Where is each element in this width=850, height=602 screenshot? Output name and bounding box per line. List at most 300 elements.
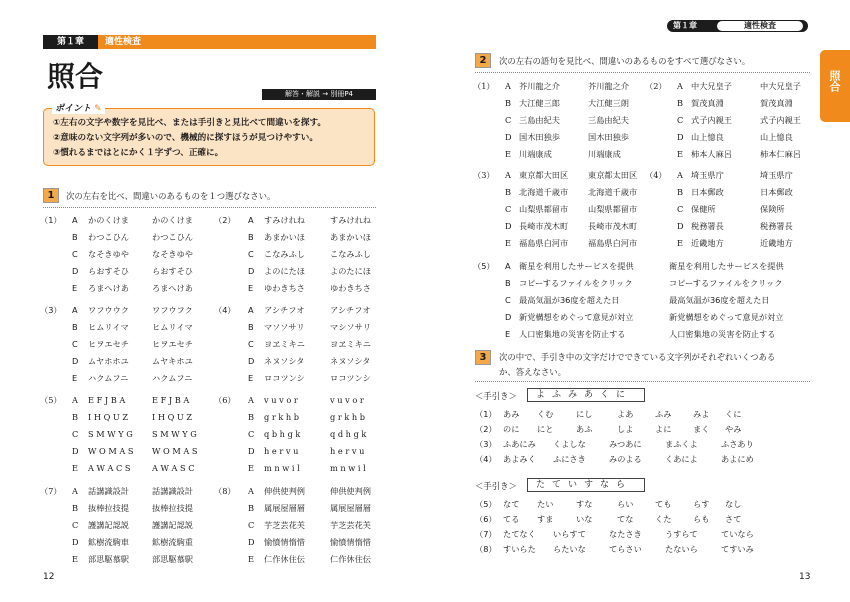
right-string: 芥川龍之介 bbox=[588, 81, 629, 91]
right-string: 川端康成 bbox=[588, 149, 621, 159]
page-number: 13 bbox=[799, 572, 811, 582]
option-letter: E bbox=[505, 329, 511, 339]
right-string: なそきゆや bbox=[152, 249, 193, 259]
left-string: なそきゆや bbox=[88, 249, 129, 259]
option-letter: D bbox=[505, 221, 512, 231]
right-string: I H Q U Z bbox=[152, 412, 193, 422]
chapter-number: 第１章 bbox=[673, 21, 697, 30]
candidate-string: まふくよ bbox=[665, 439, 698, 449]
candidate-string: すな bbox=[576, 499, 593, 509]
left-string: 中大兄皇子 bbox=[691, 81, 732, 91]
candidate-string: たてなく bbox=[503, 529, 536, 539]
point-line: ②意味のない文字列が多いので、機械的に探すほうが見つけやすい。 bbox=[53, 133, 318, 143]
option-letter: C bbox=[505, 115, 512, 125]
left-string: q b h g k bbox=[264, 429, 301, 439]
right-page bbox=[425, 0, 850, 602]
right-string: 人口密集地の災害を防止する bbox=[669, 329, 776, 339]
tebiki-box: よふみあくに bbox=[527, 388, 645, 402]
option-letter: E bbox=[72, 463, 78, 473]
candidate-string: たないら bbox=[665, 544, 698, 554]
item-row bbox=[0, 461, 425, 475]
page-title: 照合 bbox=[47, 60, 104, 93]
right-string: らおすそひ bbox=[152, 266, 193, 276]
option-letter: C bbox=[72, 339, 78, 349]
right-string: 山梨県都留市 bbox=[588, 204, 638, 214]
option-letter: C bbox=[72, 249, 78, 259]
item-row bbox=[425, 310, 850, 324]
right-string: 部思駆慕駅 bbox=[152, 554, 193, 564]
item-row bbox=[425, 327, 850, 341]
right-string: すみけれね bbox=[330, 215, 371, 225]
left-string: 柿本人麻呂 bbox=[691, 149, 732, 159]
item-row bbox=[425, 202, 850, 216]
group-number: （2） bbox=[214, 215, 236, 225]
item-row bbox=[0, 281, 425, 295]
item-row bbox=[425, 236, 850, 250]
right-string: マシソサリ bbox=[330, 322, 371, 332]
right-string: 護講記認説 bbox=[152, 520, 193, 530]
left-string: ヒムリイマ bbox=[88, 322, 129, 332]
candidate-string: ふみ bbox=[655, 409, 672, 419]
question-text: 次の中で、手引き中の文字だけでできている文字列がそれぞれいくつある bbox=[499, 352, 776, 362]
candidate-string: てすいみ bbox=[721, 544, 754, 554]
candidate-string: ふあにみ bbox=[503, 439, 536, 449]
right-string: 山上憶良 bbox=[760, 132, 793, 142]
left-string: 三島由紀夫 bbox=[519, 115, 560, 125]
right-string: ゆわきちさ bbox=[330, 283, 371, 293]
group-number: （1） bbox=[473, 81, 495, 91]
candidate-string: しよ bbox=[617, 424, 634, 434]
left-string: 部思駆慕駅 bbox=[88, 554, 129, 564]
right-string: S M W Y G bbox=[152, 429, 197, 439]
option-letter: A bbox=[72, 486, 78, 496]
right-string: ろまへけあ bbox=[152, 283, 193, 293]
left-string: A W A C S bbox=[88, 463, 131, 473]
point-line: ③慣れるまではとにかく１字ずつ、正確に。 bbox=[53, 148, 224, 158]
item-row bbox=[425, 452, 850, 466]
left-string: g r k h b bbox=[264, 412, 300, 422]
option-letter: D bbox=[505, 132, 512, 142]
candidate-string: ふさあり bbox=[721, 439, 754, 449]
question-number: 1 bbox=[43, 188, 59, 203]
option-letter: A bbox=[248, 486, 254, 496]
left-string: 北海道千歳市 bbox=[519, 187, 569, 197]
option-letter: E bbox=[72, 554, 78, 564]
candidate-string: いな bbox=[576, 514, 593, 524]
question-text: か、答えなさい。 bbox=[499, 367, 566, 377]
left-string: ネヌソシタ bbox=[264, 356, 305, 366]
question-number: 2 bbox=[475, 53, 491, 68]
item-row bbox=[0, 320, 425, 334]
chapter-number: 第１章 bbox=[43, 35, 98, 49]
left-string: ワフウウク bbox=[88, 305, 129, 315]
right-string: ハクムフニ bbox=[152, 373, 193, 383]
left-string: ムヤホホユ bbox=[88, 356, 129, 366]
right-string: 式子内親王 bbox=[760, 115, 801, 125]
option-letter: C bbox=[72, 520, 79, 530]
row-number: （5） bbox=[475, 499, 497, 509]
right-string: 日本郵政 bbox=[760, 187, 793, 197]
candidate-string: くた bbox=[655, 514, 672, 524]
right-string: m n w i l bbox=[330, 463, 366, 473]
item-row bbox=[0, 371, 425, 385]
item-row bbox=[425, 147, 850, 161]
row-number: （8） bbox=[475, 544, 497, 554]
option-letter: A bbox=[677, 170, 683, 180]
divider bbox=[43, 207, 376, 208]
right-string: コピーするファイルをクリック bbox=[669, 278, 783, 288]
left-string: 芥川龍之介 bbox=[519, 81, 560, 91]
left-string: 人口密集地の災害を防止する bbox=[519, 329, 626, 339]
candidate-string: てな bbox=[617, 514, 634, 524]
option-letter: C bbox=[248, 249, 254, 259]
right-string: 福島県白河市 bbox=[588, 238, 638, 248]
candidate-string: てらさい bbox=[609, 544, 642, 554]
right-string: 抜棒拉技提 bbox=[152, 503, 193, 513]
group-number: （2） bbox=[645, 81, 667, 91]
left-string: 国木田独歩 bbox=[519, 132, 560, 142]
candidate-string: すいらた bbox=[503, 544, 536, 554]
option-letter: B bbox=[505, 278, 511, 288]
option-letter: E bbox=[248, 373, 254, 383]
item-row bbox=[425, 168, 850, 182]
option-letter: B bbox=[248, 322, 254, 332]
option-letter: A bbox=[248, 395, 254, 405]
item-row bbox=[0, 264, 425, 278]
left-string: あまかいほ bbox=[264, 232, 305, 242]
chapter-name: 適性検査 bbox=[717, 21, 803, 31]
group-number: （5） bbox=[40, 395, 62, 405]
row-number: （4） bbox=[475, 454, 497, 464]
left-string: S M W Y G bbox=[88, 429, 133, 439]
left-string: 埼玉県庁 bbox=[691, 170, 724, 180]
option-letter: C bbox=[248, 520, 255, 530]
right-string: 近畿地方 bbox=[760, 238, 793, 248]
point-line: ①左右の文字や数字を見比べ、または手引きと見比べて間違いを探す。 bbox=[53, 118, 326, 128]
left-string: 福島県白河市 bbox=[519, 238, 569, 248]
left-string: 山梨県都留市 bbox=[519, 204, 569, 214]
item-row bbox=[0, 518, 425, 532]
option-letter: B bbox=[248, 232, 254, 242]
side-tab-label: 照合 bbox=[828, 70, 841, 92]
right-string: 属展屋層層 bbox=[330, 503, 371, 513]
left-string: 大江健三郎 bbox=[519, 98, 560, 108]
left-string: 衛星を利用したサービスを提供 bbox=[519, 261, 634, 271]
pencil-icon: ✎ bbox=[94, 104, 102, 114]
item-row bbox=[425, 276, 850, 290]
option-letter: B bbox=[72, 503, 79, 513]
option-letter: C bbox=[248, 339, 254, 349]
option-letter: D bbox=[505, 312, 512, 322]
item-row bbox=[425, 437, 850, 451]
item-row bbox=[425, 497, 850, 511]
item-row bbox=[425, 219, 850, 233]
right-string: 仁作休住伝 bbox=[330, 554, 371, 564]
option-letter: B bbox=[72, 232, 78, 242]
item-row bbox=[425, 259, 850, 273]
item-row bbox=[0, 552, 425, 566]
left-string: かのくけま bbox=[88, 215, 129, 225]
left-string: 護講記認説 bbox=[88, 520, 129, 530]
right-string: 話講識設計 bbox=[152, 486, 193, 496]
option-letter: E bbox=[248, 283, 254, 293]
chapter-bar bbox=[43, 35, 376, 49]
item-row bbox=[0, 427, 425, 441]
question-text: 次の左右の語句を見比べ、間違いのあるものをすべて選びなさい。 bbox=[499, 56, 751, 66]
option-letter: D bbox=[248, 446, 255, 456]
option-letter: A bbox=[248, 305, 254, 315]
option-letter: C bbox=[505, 295, 511, 305]
left-string: マソソサリ bbox=[264, 322, 305, 332]
tebiki-box: たていすなら bbox=[527, 478, 645, 492]
candidate-string: ても bbox=[655, 499, 672, 509]
option-letter: B bbox=[677, 187, 684, 197]
chapter-name: 適性検査 bbox=[105, 37, 142, 47]
item-row bbox=[0, 501, 425, 515]
left-string: m n w i l bbox=[264, 463, 300, 473]
candidate-string: よあ bbox=[617, 409, 634, 419]
item-row bbox=[0, 444, 425, 458]
option-letter: E bbox=[677, 238, 683, 248]
candidate-string: みよ bbox=[693, 409, 710, 419]
item-row bbox=[0, 484, 425, 498]
left-string: h e r v u bbox=[264, 446, 299, 456]
item-row bbox=[0, 535, 425, 549]
row-number: （2） bbox=[475, 424, 497, 434]
left-string: 仁作休住伝 bbox=[264, 554, 305, 564]
row-number: （7） bbox=[475, 529, 497, 539]
right-string: 国木田独歩 bbox=[588, 132, 629, 142]
candidate-string: のに bbox=[503, 424, 520, 434]
item-row bbox=[425, 185, 850, 199]
option-letter: E bbox=[677, 149, 683, 159]
option-letter: E bbox=[72, 373, 78, 383]
option-letter: A bbox=[72, 395, 78, 405]
option-letter: A bbox=[248, 215, 254, 225]
right-string: ヨヱミキニ bbox=[330, 339, 371, 349]
candidate-string: にし bbox=[576, 409, 593, 419]
candidate-string: すま bbox=[537, 514, 554, 524]
group-number: （8） bbox=[214, 486, 236, 496]
left-string: 山上憶良 bbox=[691, 132, 724, 142]
candidate-string: いらすて bbox=[553, 529, 586, 539]
option-letter: B bbox=[72, 412, 79, 422]
item-row bbox=[425, 130, 850, 144]
item-row bbox=[425, 542, 850, 556]
right-string: E F J B A bbox=[152, 395, 190, 405]
divider bbox=[475, 381, 810, 382]
candidate-string: くに bbox=[725, 409, 742, 419]
group-number: （4） bbox=[645, 170, 667, 180]
option-letter: D bbox=[72, 266, 79, 276]
left-string: 愉憤情惰惜 bbox=[264, 537, 305, 547]
right-string: 埼玉県庁 bbox=[760, 170, 793, 180]
candidate-string: なたさき bbox=[609, 529, 642, 539]
row-number: （1） bbox=[475, 409, 497, 419]
option-letter: B bbox=[505, 187, 512, 197]
left-string: アシチフオ bbox=[264, 305, 305, 315]
candidate-string: あふ bbox=[576, 424, 593, 434]
right-string: ロコツンシ bbox=[330, 373, 371, 383]
option-letter: E bbox=[505, 238, 511, 248]
left-string: 伸供使判例 bbox=[264, 486, 305, 496]
option-letter: D bbox=[72, 356, 79, 366]
left-string: 川端康成 bbox=[519, 149, 552, 159]
left-string: v u v o r bbox=[264, 395, 298, 405]
left-string: ヒヲエセチ bbox=[88, 339, 129, 349]
group-number: （5） bbox=[473, 261, 495, 271]
option-letter: D bbox=[677, 221, 684, 231]
question-number: 3 bbox=[475, 350, 491, 365]
right-string: 長崎市茂木町 bbox=[588, 221, 638, 231]
row-number: （3） bbox=[475, 439, 497, 449]
item-row bbox=[425, 527, 850, 541]
left-string: わつこひん bbox=[88, 232, 129, 242]
left-string: 抜棒拉技提 bbox=[88, 503, 129, 513]
left-string: こなみふし bbox=[264, 249, 305, 259]
group-number: （4） bbox=[214, 305, 236, 315]
option-letter: A bbox=[72, 305, 78, 315]
option-letter: D bbox=[72, 446, 79, 456]
right-string: 三島由紀夫 bbox=[588, 115, 629, 125]
right-string: よのたにほ bbox=[330, 266, 371, 276]
item-row bbox=[0, 213, 425, 227]
item-row bbox=[425, 422, 850, 436]
right-string: こなみふし bbox=[330, 249, 371, 259]
option-letter: B bbox=[248, 412, 255, 422]
chapter-header-chip bbox=[667, 20, 808, 32]
option-letter: A bbox=[505, 170, 511, 180]
candidate-string: ていなら bbox=[721, 529, 754, 539]
item-row bbox=[0, 303, 425, 317]
right-string: 賀茂真淵 bbox=[760, 98, 793, 108]
group-number: （7） bbox=[40, 486, 62, 496]
candidate-string: たい bbox=[537, 499, 554, 509]
group-number: （1） bbox=[40, 215, 62, 225]
question-text: 次の左右を比べ、間違いのあるものを１つ選びなさい。 bbox=[66, 191, 276, 201]
left-string: 属展屋層層 bbox=[264, 503, 305, 513]
left-string: ろまへけあ bbox=[88, 283, 129, 293]
left-string: I H Q U Z bbox=[88, 412, 129, 422]
candidate-string: らい bbox=[617, 499, 634, 509]
left-string: 新党構想をめぐって意見が対立 bbox=[519, 312, 634, 322]
option-letter: C bbox=[505, 204, 512, 214]
candidate-string: あよにめ bbox=[721, 454, 754, 464]
option-letter: D bbox=[248, 266, 255, 276]
candidate-string: さて bbox=[725, 514, 742, 524]
tebiki-label: ＜手引き＞ bbox=[475, 391, 517, 401]
candidate-string: ふにさき bbox=[553, 454, 586, 464]
right-string: ネヌソシタ bbox=[330, 356, 371, 366]
item-row bbox=[425, 407, 850, 421]
candidate-string: くあによ bbox=[665, 454, 698, 464]
option-letter: B bbox=[248, 503, 255, 513]
point-label: ポイント ✎ bbox=[52, 101, 105, 114]
item-row bbox=[0, 247, 425, 261]
left-string: すみけれね bbox=[264, 215, 305, 225]
candidate-string: てる bbox=[503, 514, 520, 524]
item-row bbox=[0, 354, 425, 368]
right-string: W O M A S bbox=[152, 446, 198, 456]
left-string: 最高気温が36度を超えた日 bbox=[519, 295, 620, 305]
left-string: W O M A S bbox=[88, 446, 134, 456]
option-letter: A bbox=[505, 81, 511, 91]
option-letter: D bbox=[248, 356, 255, 366]
left-string: 話講識設計 bbox=[88, 486, 129, 496]
candidate-string: くよしな bbox=[553, 439, 586, 449]
candidate-string: みつあに bbox=[609, 439, 642, 449]
candidate-string: らす bbox=[693, 499, 710, 509]
left-string: E F J B A bbox=[88, 395, 126, 405]
item-row bbox=[0, 410, 425, 424]
candidate-string: あみ bbox=[503, 409, 520, 419]
left-string: 式子内親王 bbox=[691, 115, 732, 125]
right-string: 最高気温が36度を超えた日 bbox=[669, 295, 770, 305]
right-string: あまかいほ bbox=[330, 232, 371, 242]
right-string: 鉱樹流駒重 bbox=[152, 537, 193, 547]
option-letter: A bbox=[72, 215, 78, 225]
option-letter: C bbox=[677, 115, 684, 125]
left-string: ロコツンシ bbox=[264, 373, 305, 383]
right-string: 北海道千歳市 bbox=[588, 187, 638, 197]
option-letter: E bbox=[505, 149, 511, 159]
item-row bbox=[425, 96, 850, 110]
right-string: 中大兄皇子 bbox=[760, 81, 801, 91]
candidate-string: くむ bbox=[537, 409, 554, 419]
option-letter: C bbox=[248, 429, 255, 439]
left-string: 芋芝芸花芙 bbox=[264, 520, 305, 530]
candidate-string: よに bbox=[655, 424, 672, 434]
left-string: よのにたほ bbox=[264, 266, 305, 276]
left-string: ゆわきちさ bbox=[264, 283, 305, 293]
option-letter: C bbox=[72, 429, 79, 439]
right-string: 芋芝芸花芙 bbox=[330, 520, 371, 530]
right-string: ヒヲエセチ bbox=[152, 339, 193, 349]
item-row bbox=[0, 393, 425, 407]
right-string: 税務署長 bbox=[760, 221, 793, 231]
left-string: 東京都大田区 bbox=[519, 170, 569, 180]
right-string: 愉憤情惰惜 bbox=[330, 537, 371, 547]
option-letter: E bbox=[72, 283, 78, 293]
left-string: 近畿地方 bbox=[691, 238, 724, 248]
candidate-string: らたいな bbox=[553, 544, 586, 554]
right-string: ワフウフク bbox=[152, 305, 193, 315]
right-string: A W A S C bbox=[152, 463, 195, 473]
left-string: 鉱樹流駒車 bbox=[88, 537, 129, 547]
item-row bbox=[425, 113, 850, 127]
candidate-string: みのよる bbox=[609, 454, 642, 464]
candidate-string: まく bbox=[693, 424, 710, 434]
tebiki-label: ＜手引き＞ bbox=[475, 481, 517, 491]
answer-reference: 解答・解説 → 別冊P4 bbox=[262, 89, 376, 100]
left-string: 税務署長 bbox=[691, 221, 724, 231]
candidate-string: なて bbox=[503, 499, 520, 509]
option-letter: D bbox=[677, 132, 684, 142]
right-string: g r k h b bbox=[330, 412, 366, 422]
right-string: 大江健三朗 bbox=[588, 98, 629, 108]
item-row bbox=[0, 337, 425, 351]
right-string: h e r v u bbox=[330, 446, 365, 456]
right-string: 衛星を利用したサービスを提供 bbox=[669, 261, 784, 271]
left-string: らおすそひ bbox=[88, 266, 129, 276]
right-string: ムヤキホユ bbox=[152, 356, 193, 366]
item-row bbox=[425, 512, 850, 526]
left-string: 賀茂真淵 bbox=[691, 98, 724, 108]
candidate-string: なし bbox=[725, 499, 742, 509]
item-row bbox=[425, 293, 850, 307]
option-letter: B bbox=[677, 98, 684, 108]
candidate-string: にと bbox=[537, 424, 554, 434]
